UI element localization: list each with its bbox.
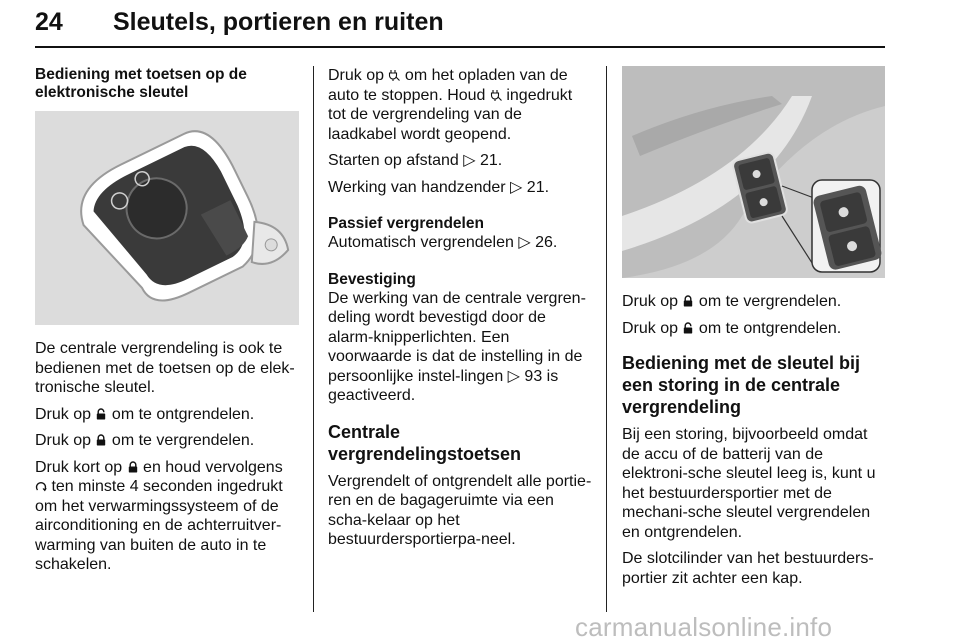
key-fob-illustration [35,111,299,325]
paragraph-charging: Druk op om het opladen van de auto te stoppen. Houd ingedrukt tot de vergrendeling van de laadkabel wordt geopend. [328,67,573,143]
key-fob-image [35,111,299,325]
paragraph-central-locking: De centrale vergrendeling is ook te bedienen met de toetsen op de elek-tronische sleutel. [35,340,295,396]
unlock-icon [95,408,107,420]
paragraph-remote-start: Starten op afstand ▷ 21. [328,152,503,169]
watermark-text: carmanualsonline.info [575,612,833,642]
column-2 [328,66,594,557]
page-title: Sleutels, portieren en ruiten [113,8,444,36]
paragraph-heating: Druk kort op en houd vervolgens ten minste 4 seconden ingedrukt om het verwarmingssysteem of de airconditioning en de achterruitver-warming van buiten de auto in te schakelen. [35,458,283,573]
page-header [35,4,885,48]
charging-plug-icon [490,89,502,101]
paragraph-unlock: Druk op om te ontgrendelen. [622,319,842,337]
door-switch-image [622,66,885,278]
paragraph-locking-buttons: Vergrendelt of ontgrendelt alle portie-ren en de bagageruimte via een scha-kelaar op het bestuurdersportierpa-neel. [328,472,592,548]
unlock-icon [682,322,694,334]
heading-passive-locking: Passief vergrendelen [328,215,484,232]
door-panel-illustration [622,66,885,278]
section-heading-locking-buttons: Centrale vergrendelingstoetsen [328,421,522,464]
charging-plug-icon [388,69,400,81]
heading-confirmation: Bevestiging [328,270,416,288]
paragraph-lock: Druk op om te vergrendelen. [622,293,842,310]
reference-arrow-icon: ▷ [510,178,523,196]
paragraph-auto-lock: Automatisch vergrendelen ▷ 26. [328,234,558,251]
reference-arrow-icon: ▷ [507,367,520,385]
page-number: 24 [35,8,63,36]
paragraph-remote-control: Werking van handzender ▷ 21. [328,178,550,196]
remote-start-icon [35,480,47,492]
lock-icon [127,461,139,473]
header-rule [35,46,885,48]
column-1 [35,66,299,582]
lock-icon [682,295,694,307]
paragraph-unlock: Druk op om te ontgrendelen. [35,405,255,423]
paragraph-fault: Bij een storing, bijvoorbeeld omdat de accu of de batterij van de elektroni-sche sleutel leeg is, kunt u het bestuurdersportier met de mechani-sche sleutel vergrendelen en ontgrendelen. [622,426,876,541]
lock-icon [95,434,107,446]
paragraph-lock: Druk op om te vergrendelen. [35,432,255,449]
column-divider-1 [313,66,314,612]
column-3 [622,66,888,595]
paragraph-lock-cylinder: De slotcilinder van het bestuurders-portier zit achter een kap. [622,550,874,587]
paragraph-confirmation: De werking van de centrale vergren-deling wordt bevestigd door de alarm-knipperlichten. Een voorwaarde is dat de instelling in de persoonlijke instel-lingen ▷ 93 is geactiveerd. [328,289,586,404]
reference-arrow-icon: ▷ [518,234,531,251]
heading-key-buttons: Bediening met toetsen op de elektronische sleutel [35,66,247,101]
column-divider-2 [606,66,607,612]
reference-arrow-icon: ▷ [463,152,476,169]
section-heading-key-fault: Bediening met de sleutel bij een storing in de centrale vergrendeling [622,353,861,417]
